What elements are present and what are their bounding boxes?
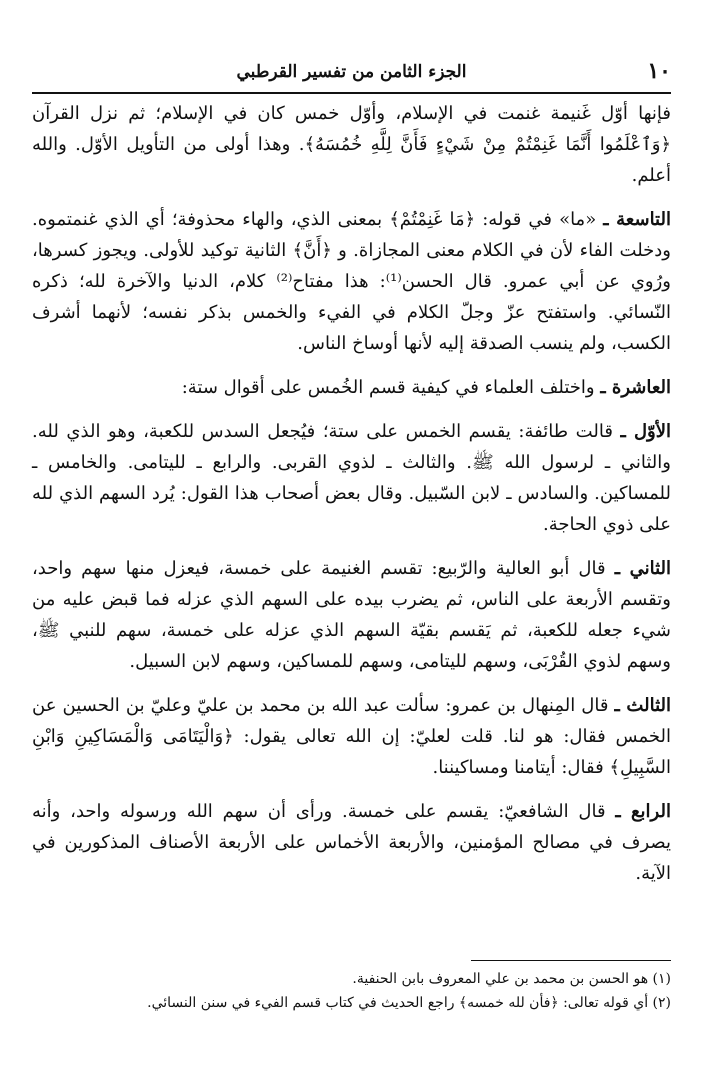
paragraph [32, 553, 671, 677]
paragraph-text: «ما» في قوله: ﴿مَا غَنِمْتُمْ﴾ بمعنى الذي، والهاء محذوفة؛ أي الذي غنمتموه. ودخلت الفاء لأن في الكلام معنى المجازاة. و ﴿أَنَّ﴾ الثانية توكيد للأولى. ويجوز كسرها، ورُوي عن أبي عمرو. قال الحسن⁽¹⁾: هذا مفتاح⁽²⁾ كلام، الدنيا والآخرة لله؛ ذكره النّسائي. واستفتح عزّ وجلّ الكلام في الفيء والخمس بذكر نفسه؛ لأنهما أشرف الكسب، ولم ينسب الصدقة إليه لأنها أوساخ الناس. [32, 209, 671, 354]
paragraph-text: قال المِنهال بن عمرو: سألت عبد الله بن محمد بن عليّ وعليّ بن الحسين عن الخمس فقال: هو لنا. قلت لعليّ: إن الله تعالى يقول: ﴿وَالْيَتَامَى وَالْمَسَاكِينِ وَابْنِ السَّبِيلِ﴾ فقال: أيتامنا ومساكيننا. [32, 695, 671, 778]
paragraph-text: قال الشافعيّ: يقسم على خمسة. ورأى أن سهم الله ورسوله واحد، وأنه يصرف في مصالح المؤمنين، والأربعة الأخماس على الأربعة الأصناف المذكورين في الآية. [32, 801, 671, 884]
section-heading: التاسعة ـ [603, 209, 671, 230]
paragraph [32, 796, 671, 889]
footnote: (١) هو الحسن بن محمد بن علي المعروف بابن الحنفية. [352, 971, 671, 987]
paragraph [32, 372, 671, 403]
paragraph-text: واختلف العلماء في كيفية قسم الخُمس على أقوال ستة: [181, 377, 595, 398]
page [32, 56, 671, 889]
paragraph-text: فإنها أوّل غَنيمة غنمت في الإسلام، وأوّل خمس كان في الإسلام؛ ثم نزل القرآن ﴿وَٱعْلَمُوا أَنَّمَا غَنِمْتُمْ مِنْ شَيْءٍ فَأَنَّ لِلَّهِ خُمُسَهُ﴾. وهذا أولى من التأويل الأوّل. والله أعلم. [32, 103, 671, 186]
paragraph [32, 690, 671, 783]
paragraph-text: قالت طائفة: يقسم الخمس على ستة؛ فيُجعل السدس للكعبة، وهو الذي لله. والثاني ـ لرسول الله ﷺ. والثالث ـ لذوي القربى. والرابع ـ لليتامى. والخامس ـ للمساكين. والسادس ـ لابن السّبيل. وقال بعض أصحاب هذا القول: يُرد السهم الذي لله على ذوي الحاجة. [32, 421, 671, 535]
main-text [32, 98, 671, 889]
paragraph [32, 416, 671, 540]
footnote-divider [471, 960, 671, 961]
page-number: ١٠ [647, 58, 671, 84]
section-heading: الثاني ـ [614, 558, 671, 579]
paragraph-text: قال أبو العالية والرّبيع: تقسم الغنيمة على خمسة، فيعزل منها سهم واحد، وتقسم الأربعة على الناس، ثم يضرب بيده على السهم الذي عزله فما قبض عليه من شيء جعله للكعبة، ثم يَقسم بقيّة السهم الذي عزله على خمسة، سهم للنبي ﷺ، وسهم لذوي القُرْبَى، وسهم لليتامى، وسهم للمساكين، وسهم لابن السبيل. [32, 558, 671, 672]
paragraph [32, 204, 671, 359]
paragraph [32, 98, 671, 191]
running-title: الجزء الثامن من تفسير القرطبي [236, 62, 467, 82]
section-heading: الثالث ـ [614, 695, 671, 716]
footnote: (٢) أي قوله تعالى: ﴿فأن لله خمسه﴾ راجع الحديث في كتاب قسم الفيء في سنن النسائي. [147, 995, 671, 1011]
section-heading: الرابع ـ [615, 801, 671, 822]
section-heading: العاشرة ـ [600, 377, 671, 398]
footnotes [32, 960, 671, 1015]
page-header [32, 56, 671, 94]
section-heading: الأوّل ـ [620, 421, 671, 442]
